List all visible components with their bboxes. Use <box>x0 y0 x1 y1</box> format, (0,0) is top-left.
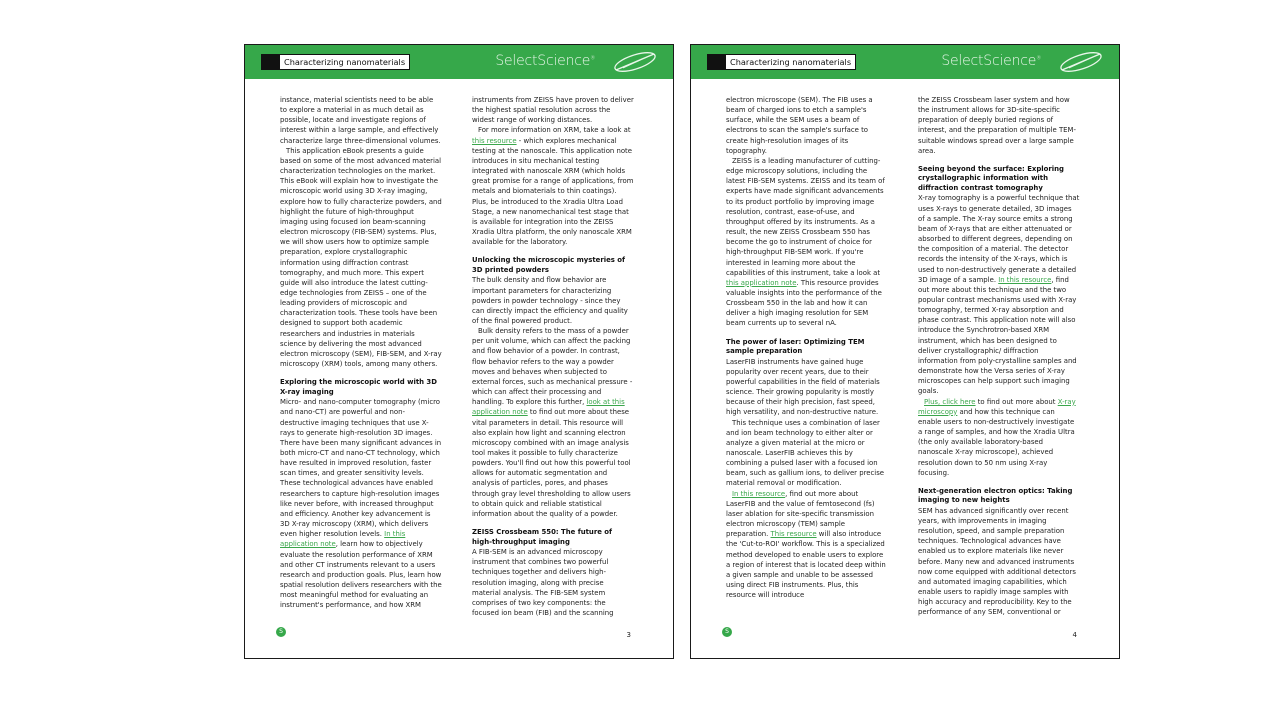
select-science-badge-icon: S <box>722 627 732 637</box>
paragraph-text: . This resource provides valuable insights into the performance of the Crossbeam 550 in the lab and how it can deliver a high imaging resolution for SEM beam currents up to several nA. <box>726 278 882 328</box>
brand-logo: SelectScience® <box>495 53 595 69</box>
header-title-box <box>707 54 856 70</box>
paragraph-text: ZEISS is a leading manufacturer of cutting-edge microscopy solutions, including the latest FIB-SEM systems. ZEISS and its team of experts have made significant advancements to its product portfolio by improving image resolution, contrast, ease-of-use, and throughput offered by its instruments. As a result, the new ZEISS Crossbeam 550 has become the go to instrument of choice for high-throughput FIB-SEM work. If you're interested in learning more about the capabilities of this instrument, take a look at <box>726 156 885 277</box>
paragraph-text: - which explores mechanical testing at the nanoscale. This application note introduces in situ mechanical testing integrated with nanoscale XRM (which holds great promise for a range of applications, from metals and biomaterials to thin coatings). Plus, be introduced to the Xradia Ultra Load Stage, a new nanomechanical test stage that is available for integration into the ZEISS Xradia Ultra platform, the only nanoscale XRM available for the laboratory. <box>472 136 634 247</box>
inline-link[interactable]: This resource <box>770 530 817 539</box>
body-paragraph <box>918 397 1080 478</box>
paragraph-text: For more information on XRM, take a look at <box>478 126 631 135</box>
paragraph-text: to find out more about <box>975 397 1058 406</box>
paragraph-text: will also introduce the 'Cut-to-ROI' workflow. This is a specialized method developed to enable users to explore a region of interest that is located deep within a given sample and unable to be assessed using direct FIB instruments. Plus, this resource will introduce <box>726 530 886 600</box>
inline-link[interactable]: In this application note <box>280 530 406 549</box>
brand-name: SelectScience <box>495 53 591 69</box>
section-heading: Unlocking the microscopic mysteries of 3D printed powders <box>472 256 625 274</box>
section-spacer <box>918 478 1080 487</box>
inline-link[interactable]: In this resource <box>732 489 786 498</box>
body-paragraph <box>726 156 888 329</box>
text-column-right <box>918 95 1080 618</box>
body-paragraph <box>472 95 634 125</box>
header-title: Characterizing nanomaterials <box>725 54 856 70</box>
inline-link[interactable]: this resource <box>472 136 517 145</box>
section-heading: Exploring the microscopic world with 3D X-ray imaging <box>280 378 437 396</box>
paragraph-text: instance, material scientists need to be able to explore a material in as much detail as possible, locate and investigate regions of interest within a large sample, and effectively characterize large three-dimensional volumes. <box>280 96 441 145</box>
selectscience-swoosh-icon <box>1057 51 1105 73</box>
section-spacer <box>472 519 634 528</box>
paragraph-text: Micro- and nano-computer tomography (micro and nano-CT) are powerful and non-destructive imaging techniques that use X-rays to generate high-resolution 3D images. There have been many significant advances in both micro-CT and nano-CT technology, which have resulted in improved resolution, faster scan times, and greater sensitivity levels. These technological advances have enabled researchers to capture high-resolution images like never before, with increased throughput and efficiency. Another key advancement is 3D X-ray microscopy (XRM), which delivers even higher resolution levels. <box>280 398 442 539</box>
paragraph-text: , find out more about this technique and the two popular contrast mechanisms used with X-ray tomography, termed X-ray absorption and phase contrast. This application note will also introduce the Synchrotron-based XRM instrument, which has been designed to deliver crystallographic/ diffraction information from poly-crystalline samples and demonstrate how the Versa series of X-ray microscopes can help support such imaging goals. <box>918 275 1077 396</box>
section-heading: The power of laser: Optimizing TEM sample preparation <box>726 337 865 356</box>
body-paragraph <box>918 95 1080 156</box>
header-title-box <box>261 54 410 70</box>
paragraph-text: to find out more about these vital parameters in detail. This resource will also explain how light and scanning electron microscopy combined with an image analysis tool makes it possible to fully characterize powders. You'll find out how this powerful tool allows for automatic segmentation and analysis of particles, pores, and phases through gray level thresholding to allow users to obtain quick and reliable statistical information about the quality of a powder. <box>472 408 631 518</box>
paragraph-text: , learn how to objectively evaluate the resolution performance of XRM and other CT instruments relevant to a users research and production goals. Plus, learn how spatial resolution delivers researchers with the most meaningful method for evaluating an instrument's performance, and how XRM <box>280 540 442 610</box>
text-column-left <box>726 95 888 600</box>
paragraph-text: and how this technique can enable users to non-destructively investigate a range of samples, and how the Xradia Ultra (the only available laboratory-based nanoscale X-ray microscope), achieved resolution down to 50 nm using X-ray focusing. <box>918 407 1075 477</box>
paragraph-text: Bulk density refers to the mass of a powder per unit volume, which can affect the packing and flow behavior of a powder. In contrast, flow behavior refers to the way a powder moves and behaves when subjected to external forces, such as mechanical pressure - which can affect their processing and handling. To explore this further, <box>472 327 633 407</box>
body-paragraph <box>472 125 634 247</box>
section-spacer <box>280 369 442 378</box>
section-heading: ZEISS Crossbeam 550: The future of high-throughput imaging <box>472 528 613 546</box>
body-paragraph <box>726 489 888 601</box>
section-heading: Seeing beyond the surface: Exploring crystallographic information with diffraction contrast tomography <box>918 164 1064 192</box>
body-paragraph <box>280 146 442 369</box>
body-paragraph <box>726 95 888 156</box>
page-header <box>245 45 673 79</box>
body-paragraph <box>472 275 634 326</box>
select-science-badge-icon: S <box>276 627 286 637</box>
paragraph-text: The bulk density and flow behavior are important parameters for characterizing powders in powder technology - since they can directly impact the efficiency and quality of the final powered product. <box>472 276 628 325</box>
header-title: Characterizing nanomaterials <box>279 54 410 70</box>
text-column-right <box>472 95 634 618</box>
paragraph-text: instruments from ZEISS have proven to deliver the highest spatial resolution across the widest range of working distances. <box>472 96 634 125</box>
header-black-block <box>261 54 279 70</box>
paragraph-text: SEM has advanced significantly over recent years, with improvements in imaging resolution, speed, and sample preparation techniques. Technological advances have enabled us to explore materials like never before. Many new and advanced instruments now come equipped with additional detectors and automated imaging capabilities, which enable users to rapidly image samples with high accuracy and reproducibility. Key to the performance of any SEM, conventional or <box>918 506 1076 617</box>
paragraph-text: X-ray tomography is a powerful technique that uses X-rays to generate detailed, 3D images of a sample. The X-ray source emits a strong beam of X-rays that are either attenuated or absorbed to different degrees, depending on the composition of a material. The detector records the intensity of the X-rays, which is used to non-destructively generate a detailed 3D image of a sample. <box>918 194 1080 284</box>
paragraph-text: A FIB-SEM is an advanced microscopy instrument that combines two powerful techniques together and delivers high-resolution imaging, along with precise material analysis. The FIB-SEM system comprises of two key components: the focused ion beam (FIB) and the scanning <box>472 548 614 618</box>
inline-link[interactable]: look at this application note <box>472 398 625 417</box>
body-paragraph <box>726 357 888 418</box>
paragraph-text: This application eBook presents a guide based on some of the most advanced material characterization technologies on the market. This eBook will explain how to investigate the microscopic world using 3D X-ray imaging, explore how to fully characterize powders, and highlight the future of high-throughput imaging using focused ion beam-scanning electron microscopy (FIB-SEM) systems. Plus, we will show users how to optimize sample preparation, explore crystallographic information using diffraction contrast tomography, and much more. This expert guide will also introduce the latest cutting-edge technologies from ZEISS – one of the leading providers of microscopic and characterization tools. These tools have been designed to support both academic researchers and industries in materials science by delivering the most advanced electron microscopy (SEM), FIB-SEM, and X-ray microscopy (XRM) tools, among many others. <box>280 146 442 369</box>
inline-link[interactable]: this application note <box>726 278 797 287</box>
section-spacer <box>472 247 634 256</box>
body-paragraph <box>472 547 634 618</box>
body-paragraph <box>280 95 442 146</box>
brand-name: SelectScience <box>941 53 1037 69</box>
inline-link[interactable]: X-ray microscopy <box>918 397 1076 416</box>
body-paragraph <box>918 506 1080 618</box>
inline-link[interactable]: Plus, click here <box>924 397 976 406</box>
inline-link[interactable]: In this resource <box>998 275 1052 284</box>
paragraph-text: electron microscope (SEM). The FIB uses a beam of charged ions to etch a sample's surface, while the SEM uses a beam of electrons to scan the sample's surface to create high-resolution images of its topography. <box>726 96 873 155</box>
page-header <box>691 45 1119 79</box>
page-number: 4 <box>1072 631 1077 639</box>
section-spacer <box>918 156 1080 165</box>
ebook-page-4 <box>690 44 1120 659</box>
brand-logo: SelectScience® <box>941 53 1041 69</box>
section-heading: Next-generation electron optics: Taking imaging to new heights <box>918 486 1073 505</box>
page-number: 3 <box>626 631 631 639</box>
ebook-page-3 <box>244 44 674 659</box>
body-paragraph <box>472 326 634 519</box>
paragraph-text: , find out more about LaserFIB and the value of femtosecond (fs) laser ablation for site-specific transmission electron microscopy (TEM) sample preparation. <box>726 489 875 539</box>
text-column-left <box>280 95 442 611</box>
paragraph-text: This technique uses a combination of laser and ion beam technology to either alter or analyze a given material at the micro or nanoscale. LaserFIB achieves this by combining a pulsed laser with a focused ion beam, such as gallium ions, to deliver precise material removal or modification. <box>726 418 885 488</box>
body-paragraph <box>918 193 1080 396</box>
body-paragraph <box>280 397 442 610</box>
header-black-block <box>707 54 725 70</box>
body-paragraph <box>726 418 888 489</box>
section-spacer <box>726 329 888 338</box>
selectscience-swoosh-icon <box>611 51 659 73</box>
paragraph-text: LaserFIB instruments have gained huge popularity over recent years, due to their powerful capabilities in the field of materials science. Their growing popularity is mostly because of their high precision, fast speed, high versatility, and non-destructive nature. <box>726 357 880 417</box>
paragraph-text: the ZEISS Crossbeam laser system and how the instrument allows for 3D-site-specific preparation of deeply buried regions of interest, and the preparation of multiple TEM-suitable windows spread over a large sample area. <box>918 96 1076 155</box>
